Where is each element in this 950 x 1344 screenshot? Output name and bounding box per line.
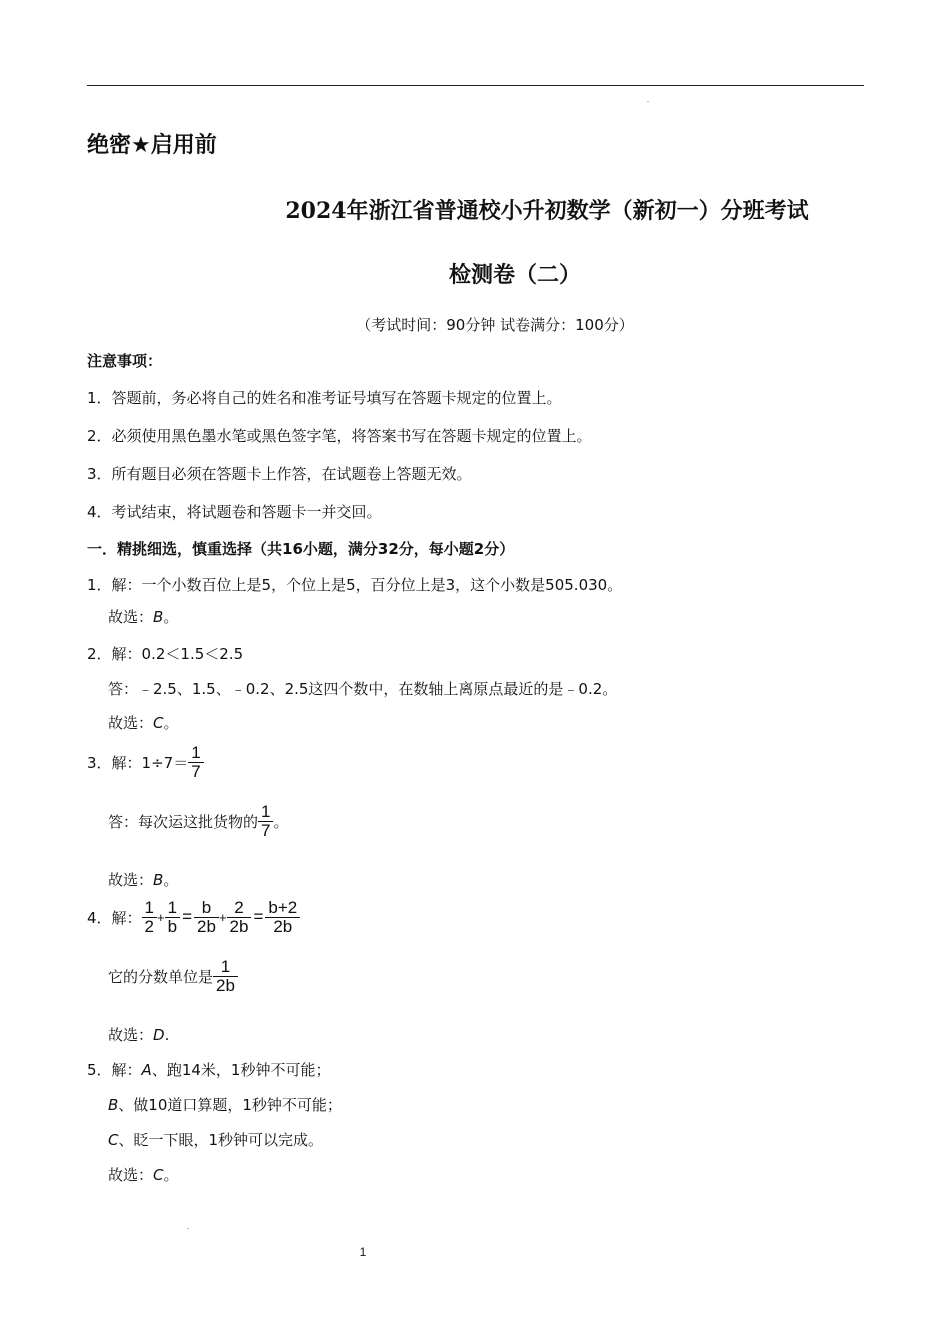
q5-choice: 故选：C。 [108,1166,179,1184]
q3-solution: 3．解：1÷7＝ $\frac{1}{7}$ [87,744,204,781]
exam-info: （考试时间：90分钟 试卷满分：100分） [356,316,634,334]
choice-letter: C [153,714,164,732]
q5-option-c: C、眨一下眼，1秒钟可以完成。 [108,1131,324,1149]
q5-option-b: B、做10道口算题，1秒钟不可能； [108,1096,342,1114]
q4-solution: 4．解： $\frac{1}{2}$ + $\frac{1}{b}$ = $\frac{b}{2b}$ + $\frac{2}{2b}$ = $\frac{b+2}{2b}$ [87,899,300,936]
q4-unit: 它的分数单位是 $\frac{1}{2b}$ [108,958,238,995]
scan-dot [647,101,649,102]
q2-answer: 答：﹣2.5、1.5、﹣0.2、2.5这四个数中，在数轴上离原点最近的是﹣0.2。 [108,680,618,698]
q1-choice: 故选：B。 [108,608,179,626]
q3-choice: 故选：B。 [108,871,179,889]
q5-option-a: 5．解：A、跑14米，1秒钟不可能； [87,1061,331,1079]
fraction: $\frac{1}{7}$ [188,744,203,781]
fraction: $\frac{2}{2b}$ [227,899,252,936]
q1-solution: 1．解：一个小数百位上是5，个位上是5，百分位上是3，这个小数是505.030。 [87,576,623,594]
notes-item: 4．考试结束，将试题卷和答题卡一并交回。 [87,503,382,521]
q2-choice: 故选：C。 [108,714,179,732]
fraction: $\frac{b}{2b}$ [194,899,219,936]
header-rule [87,85,864,86]
exam-subtitle: 检测卷（二） [448,262,581,288]
notes-item: 1．答题前，务必将自己的姓名和准考证号填写在答题卡规定的位置上。 [87,389,562,407]
fraction: $\frac{1}{b}$ [165,899,180,936]
notes-heading: 注意事项： [87,352,163,370]
choice-letter: B [153,871,164,889]
fraction: $\frac{1}{2b}$ [213,958,238,995]
fraction: $\frac{b+2}{2b}$ [265,899,300,936]
q4-choice: 故选：D. [108,1026,170,1044]
notes-item: 2．必须使用黑色墨水笔或黑色签字笔，将答案书写在答题卡规定的位置上。 [87,427,592,445]
q2-solution: 2．解：0.2＜1.5＜2.5 [87,645,244,663]
scan-dot [187,1228,189,1229]
section-heading: 一．精挑细选，慎重选择（共16小题，满分32分，每小题2分） [87,540,515,558]
page-number: 1 [359,1245,367,1259]
choice-letter: D [153,1026,165,1044]
choice-letter: C [153,1166,164,1184]
exam-title: 2024年浙江省普通校小升初数学（新初一）分班考试 [285,198,809,224]
q3-answer: 答：每次运这批货物的 $\frac{1}{7}$ 。 [108,802,289,840]
fraction: $\frac{1}{7}$ [258,803,273,840]
choice-letter: B [153,608,164,626]
notes-item: 3．所有题目必须在答题卡上作答，在试题卷上答题无效。 [87,465,472,483]
fraction: $\frac{1}{2}$ [142,899,157,936]
secret-label: 绝密★启用前 [87,133,217,158]
